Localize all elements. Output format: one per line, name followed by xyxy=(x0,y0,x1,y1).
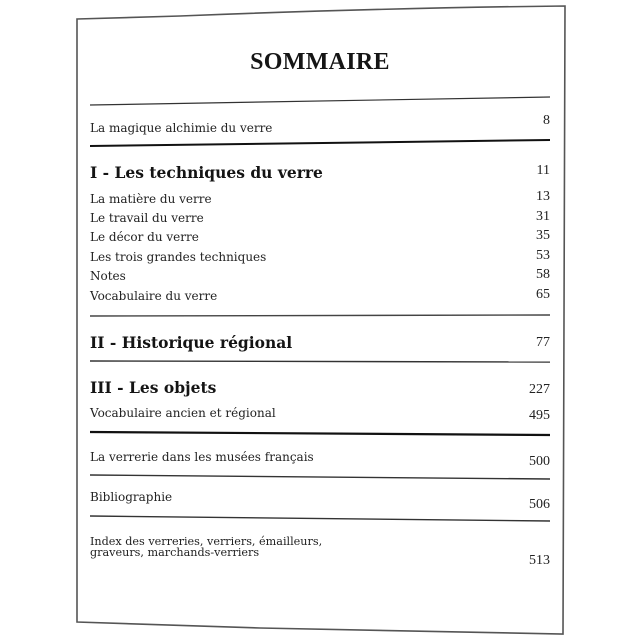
toc-entry-label-line2: graveurs, marchands-verriers xyxy=(90,546,260,559)
toc-entry-label: Le décor du verre xyxy=(90,230,199,244)
toc-entry[interactable] xyxy=(90,210,550,230)
toc-section-page: 227 xyxy=(529,382,550,397)
toc-entry[interactable] xyxy=(90,288,550,308)
toc-entry-page: 495 xyxy=(529,408,550,423)
toc-section-3[interactable] xyxy=(90,378,550,398)
toc-entry-page: 31 xyxy=(536,209,550,224)
toc-entry-page: 500 xyxy=(529,454,550,469)
toc-entry-page: 513 xyxy=(529,553,550,568)
toc-entry-label: Le travail du verre xyxy=(90,211,204,225)
toc-section-page: 11 xyxy=(536,163,550,178)
toc-entry-page: 35 xyxy=(536,228,550,243)
page-title: SOMMAIRE xyxy=(250,49,390,75)
toc-entry-label: Bibliographie xyxy=(90,490,173,504)
toc-entry-index[interactable] xyxy=(90,536,550,576)
toc-section-2[interactable] xyxy=(90,333,550,353)
toc-section-page: 77 xyxy=(536,335,550,350)
toc-entry-page: 506 xyxy=(529,497,550,512)
toc-entry-page: 8 xyxy=(543,113,550,128)
toc-entry-label: La verrerie dans les musées français xyxy=(90,450,314,464)
toc-entry-label: La magique alchimie du verre xyxy=(90,121,273,135)
toc-entry[interactable] xyxy=(90,229,550,249)
toc-entry[interactable] xyxy=(90,490,550,510)
toc-entry-label: Vocabulaire ancien et régional xyxy=(90,406,276,420)
toc-entry[interactable] xyxy=(90,249,550,269)
toc-entry[interactable] xyxy=(90,450,550,470)
toc-section-label: II - Historique régional xyxy=(90,333,293,352)
toc-entry-page: 53 xyxy=(536,248,550,263)
toc-section-1[interactable] xyxy=(90,163,550,183)
toc-entry[interactable] xyxy=(90,268,550,288)
toc-entry-label: Vocabulaire du verre xyxy=(90,289,218,303)
toc-entry[interactable] xyxy=(90,405,550,425)
toc-entry-page: 13 xyxy=(536,189,550,204)
toc-entry[interactable] xyxy=(90,190,550,210)
toc-section-label: I - Les techniques du verre xyxy=(90,163,323,182)
toc-entry-label: Notes xyxy=(90,269,126,283)
toc-entry-page: 58 xyxy=(536,267,550,282)
toc-entry-label-line1: Index des verreries, verriers, émailleurs, xyxy=(90,535,323,548)
toc-entry-page: 65 xyxy=(536,287,550,302)
toc-entry-label: La matière du verre xyxy=(90,192,212,206)
toc-entry-label: Les trois grandes techniques xyxy=(90,250,267,264)
toc-entry-intro[interactable] xyxy=(90,113,550,137)
toc-section-label: III - Les objets xyxy=(90,378,217,397)
